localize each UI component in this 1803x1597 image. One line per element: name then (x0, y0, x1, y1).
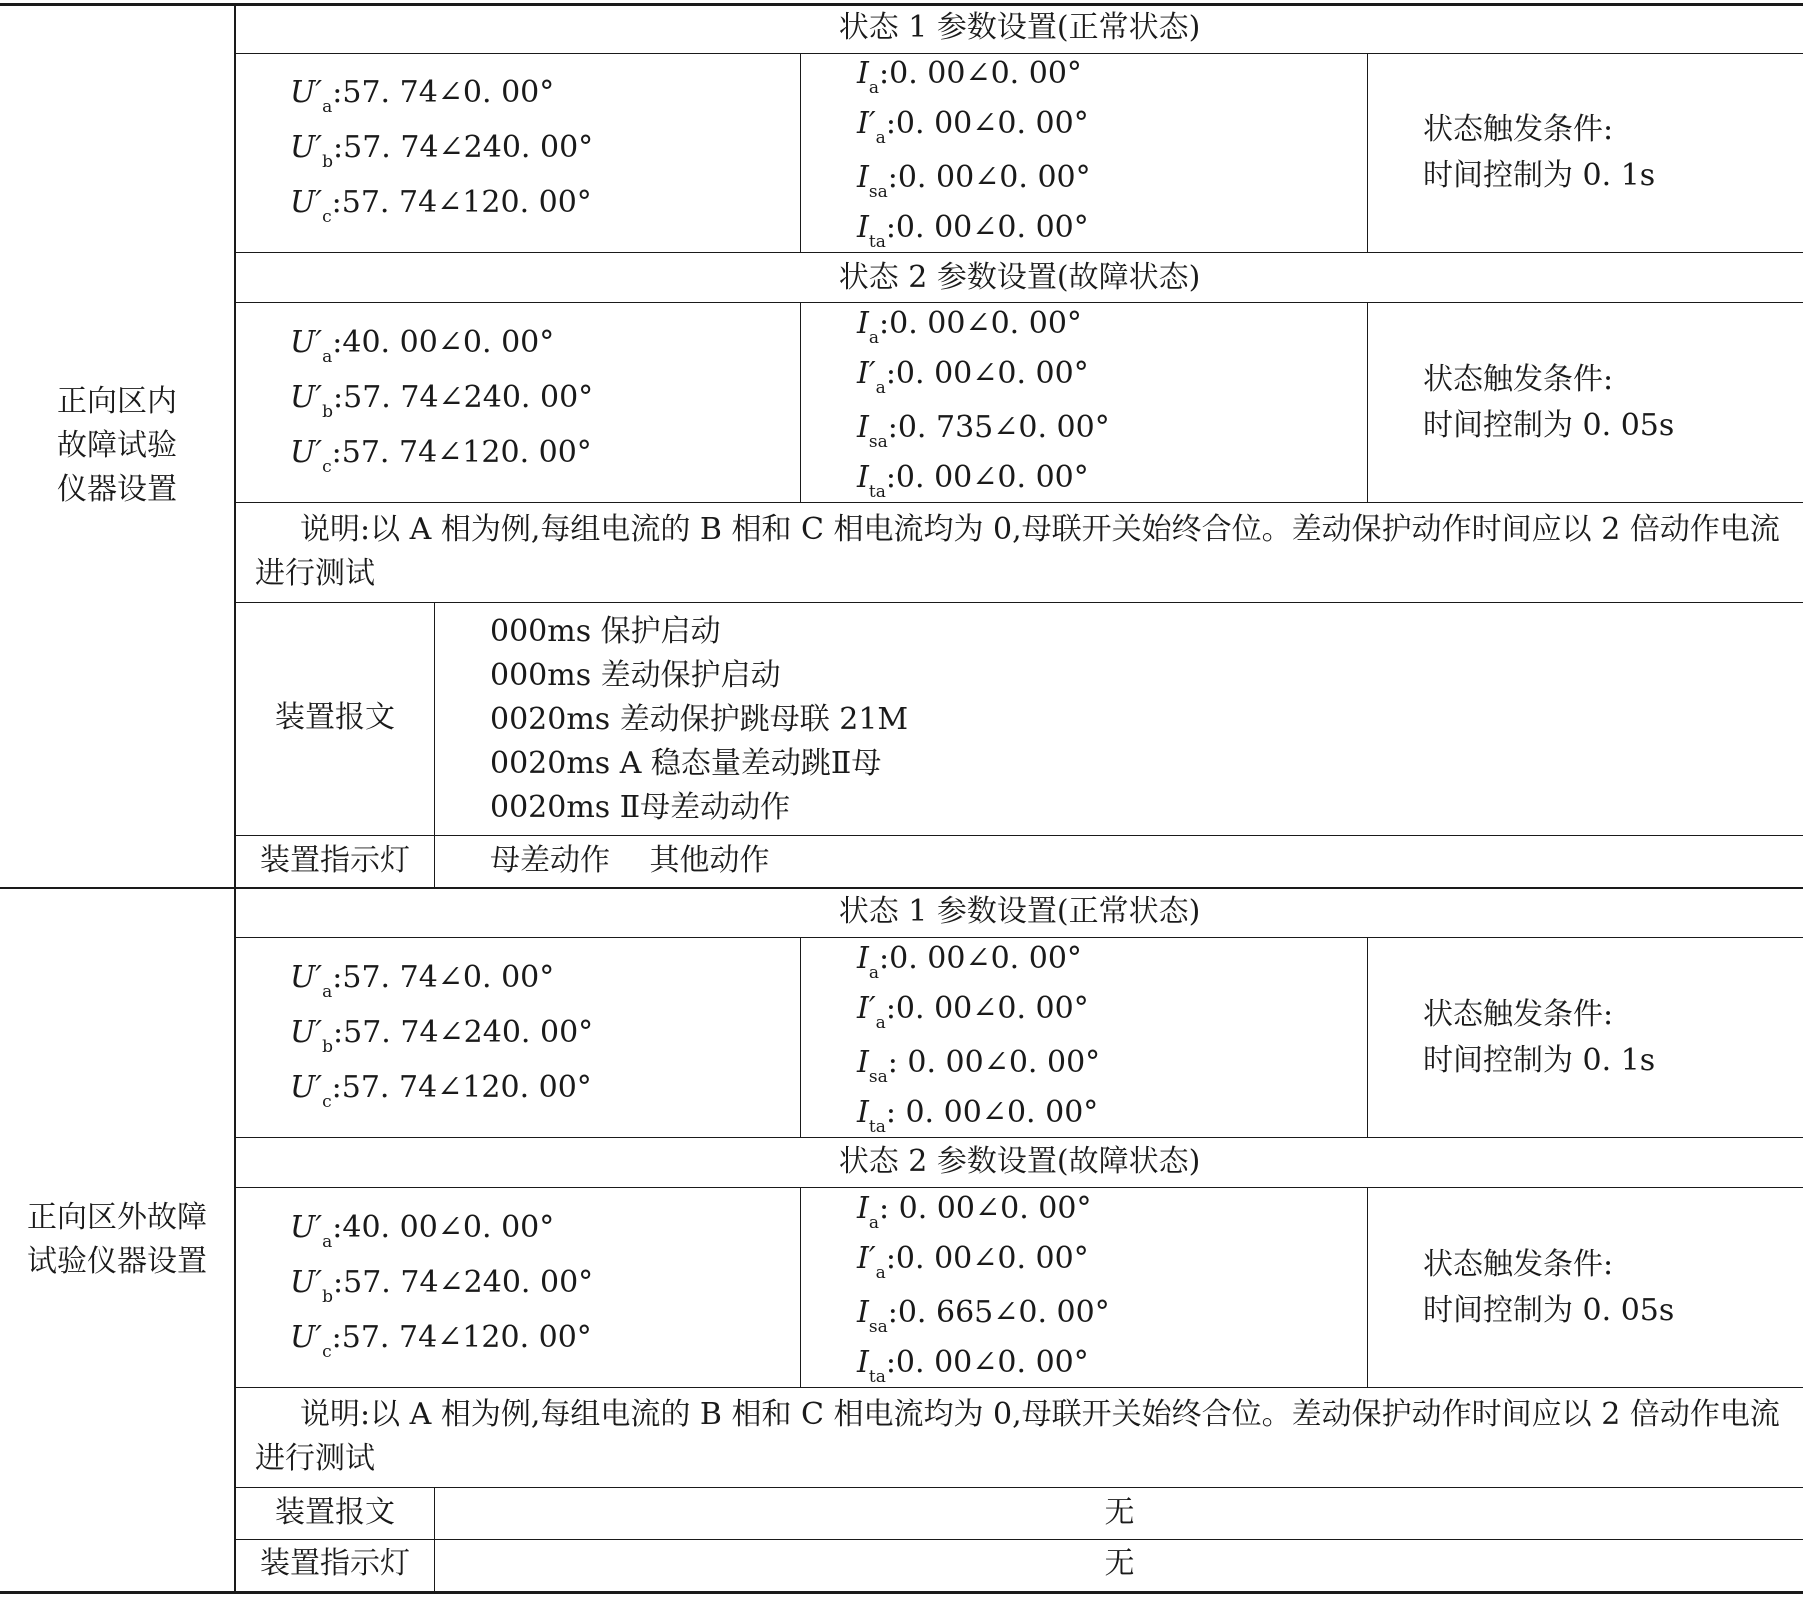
voltage-ub: $U'_b:57$. 74∠240. 00° (290, 1015, 594, 1057)
table-bottom-rule (0, 1591, 1803, 1594)
current-ia-prime: $I'_a:0$. 00∠0. 00° (857, 356, 1089, 398)
trigger-value: 时间控制为 0. 05s (1423, 1293, 1675, 1328)
current-ia: $I_a$: 0. 00∠0. 00° (857, 1191, 1092, 1233)
report-line: 000ms 差动保护启动 (490, 658, 781, 693)
voltage-ub: $U'_b:57$. 74∠240. 00° (290, 1265, 594, 1307)
trigger-title: 状态触发条件: (1423, 362, 1614, 397)
current-isa: $I_{sa}:0$. 735∠0. 00° (857, 410, 1110, 452)
current-isa: $I_{sa}:0$. 00∠0. 00° (857, 160, 1091, 202)
trigger-value: 时间控制为 0. 1s (1423, 1043, 1656, 1078)
state2-title: 状态 2 参数设置(故障状态) (838, 1144, 1201, 1179)
trigger-value: 时间控制为 0. 05s (1423, 408, 1675, 443)
state2-title: 状态 2 参数设置(故障状态) (838, 260, 1201, 295)
section-label: 正向区内 故障试验 仪器设置 (57, 384, 177, 507)
report-line: 0020ms Ⅱ母差动动作 (490, 790, 791, 825)
state1-title: 状态 1 参数设置(正常状态) (838, 10, 1201, 45)
current-ita: $I_{ta}:0$. 00∠0. 00° (857, 1345, 1089, 1387)
label-column-divider (234, 4, 236, 1593)
indicator-label: 装置指示灯 (260, 843, 410, 878)
voltage-ub: $U'_b:57$. 74∠240. 00° (290, 130, 594, 172)
report-label: 装置报文 (275, 1495, 395, 1530)
current-ia: $I_a:0$. 00∠0. 00° (857, 56, 1082, 98)
note-text: 说明:以 A 相为例,每组电流的 B 相和 C 相电流均为 0,母联开关始终合位。差动保护动作时间应以 2 倍动作电流进行测试 (255, 512, 1780, 591)
report-label: 装置报文 (275, 700, 395, 735)
voltage-uc: $U'_c:57$. 74∠120. 00° (290, 185, 592, 227)
note-text: 说明:以 A 相为例,每组电流的 B 相和 C 相电流均为 0,母联开关始终合位。差动保护动作时间应以 2 倍动作电流进行测试 (255, 1397, 1780, 1476)
current-ita: $I_{ta}:0$. 00∠0. 00° (857, 210, 1089, 252)
report-value: 无 (1104, 1495, 1135, 1530)
report-line: 0020ms A 稳态量差动跳Ⅱ母 (490, 746, 882, 781)
current-ia-prime: $I'_a:0$. 00∠0. 00° (857, 106, 1089, 148)
section-label: 正向区外故障 试验仪器设置 (27, 1200, 207, 1279)
trigger-title: 状态触发条件: (1423, 112, 1614, 147)
current-ita: $I_{ta}$: 0. 00∠0. 00° (857, 1095, 1099, 1137)
voltage-ub: $U'_b:57$. 74∠240. 00° (290, 380, 594, 422)
current-ia: $I_a:0$. 00∠0. 00° (857, 306, 1082, 348)
trigger-title: 状态触发条件: (1423, 997, 1614, 1032)
voltage-uc: $U'_c:57$. 74∠120. 00° (290, 435, 592, 477)
current-ia: $I_a:0$. 00∠0. 00° (857, 941, 1082, 983)
report-line: 0020ms 差动保护跳母联 21M (490, 702, 909, 737)
voltage-ua: $U'_a:40$. 00∠0. 00° (290, 325, 555, 367)
current-ia-prime: $I'_a:0$. 00∠0. 00° (857, 1241, 1089, 1283)
trigger-value: 时间控制为 0. 1s (1423, 158, 1656, 193)
current-isa: $I_{sa}:0$. 665∠0. 00° (857, 1295, 1110, 1337)
indicator-value: 母差动作 其他动作 (490, 843, 770, 878)
voltage-uc: $U'_c:57$. 74∠120. 00° (290, 1320, 592, 1362)
indicator-label: 装置指示灯 (260, 1546, 410, 1581)
voltage-uc: $U'_c:57$. 74∠120. 00° (290, 1070, 592, 1112)
voltage-ua: $U'_a:57$. 74∠0. 00° (290, 960, 555, 1002)
current-ita: $I_{ta}:0$. 00∠0. 00° (857, 460, 1089, 502)
current-isa: $I_{sa}$: 0. 00∠0. 00° (857, 1045, 1101, 1087)
report-line: 000ms 保护启动 (490, 614, 721, 649)
trigger-title: 状态触发条件: (1423, 1247, 1614, 1282)
state1-title: 状态 1 参数设置(正常状态) (838, 894, 1201, 929)
current-ia-prime: $I'_a:0$. 00∠0. 00° (857, 991, 1089, 1033)
indicator-value: 无 (1104, 1546, 1135, 1581)
voltage-ua: $U'_a:57$. 74∠0. 00° (290, 75, 555, 117)
section-separator (0, 887, 1803, 889)
voltage-ua: $U'_a:40$. 00∠0. 00° (290, 1210, 555, 1252)
